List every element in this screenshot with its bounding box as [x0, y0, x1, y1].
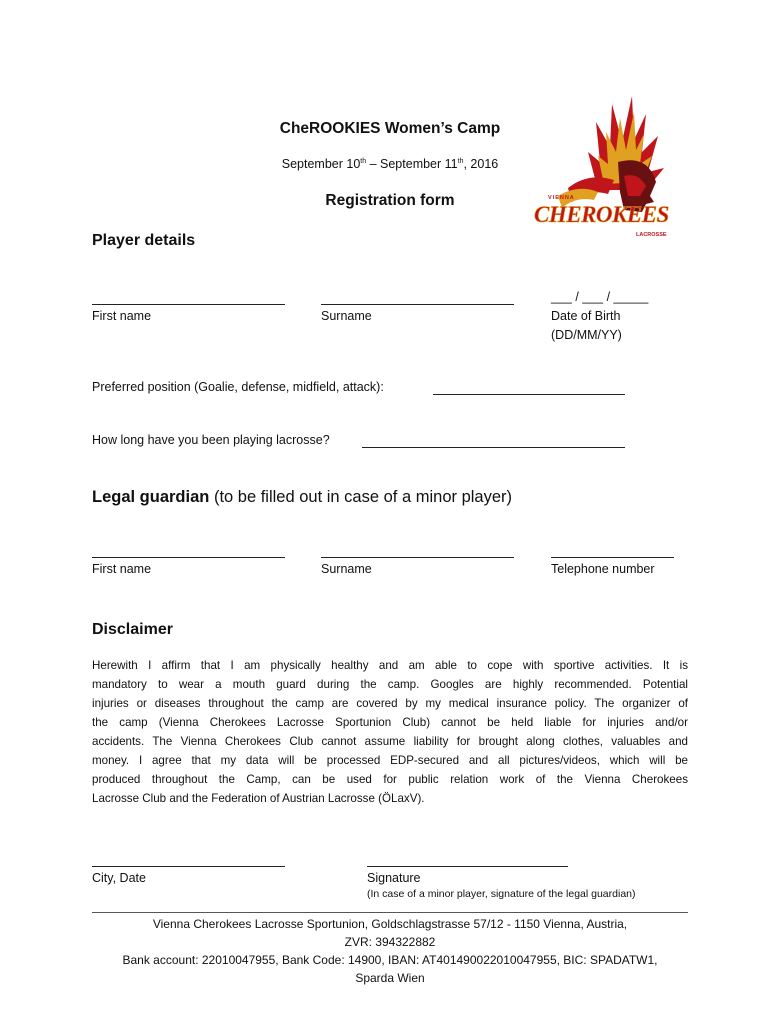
- experience-field[interactable]: [362, 447, 625, 448]
- disclaimer-line: money. I agree that my data will be processed EDP-secured and all pictures/videos, which will be: [92, 754, 688, 767]
- logo-top-text: VIENNA: [548, 195, 575, 201]
- logo-main-text: CHEROKEES: [534, 202, 669, 227]
- player-surname-label: Surname: [321, 309, 372, 323]
- guardian-phone-field[interactable]: [551, 557, 674, 558]
- guardian-surname-field[interactable]: [321, 557, 514, 558]
- camp-dates: September 10th – September 11th, 2016: [281, 157, 499, 171]
- guardian-surname-label: Surname: [321, 562, 372, 576]
- experience-label: How long have you been playing lacrosse?: [92, 433, 330, 447]
- player-dob-label: Date of Birth: [551, 309, 621, 323]
- signature-label: Signature: [367, 871, 421, 885]
- disclaimer-heading: Disclaimer: [92, 621, 173, 638]
- disclaimer-line: Lacrosse Club and the Federation of Austrian Lacrosse (ÖLaxV).: [92, 792, 425, 805]
- player-dob-format: (DD/MM/YY): [551, 328, 622, 342]
- footer-zvr: ZVR: 394322882: [344, 935, 436, 949]
- signature-field[interactable]: [367, 866, 568, 867]
- player-first-name-label: First name: [92, 309, 152, 323]
- player-surname-field[interactable]: [321, 304, 514, 305]
- disclaimer-line: mandatory to wear a mouth guard during the camp. Googles are highly recommended. Potential: [92, 678, 688, 691]
- position-field[interactable]: [433, 394, 625, 395]
- city-date-label: City, Date: [92, 871, 146, 885]
- footer-bank: Bank account: 22010047955, Bank Code: 14900, IBAN: AT401490022010047955, BIC: SPADATW1,: [122, 953, 658, 967]
- player-dob-field[interactable]: ___ / ___ / _____: [551, 290, 649, 304]
- disclaimer-line: the camp (Vienna Cherokees Lacrosse Sportunion Club) cannot be held liable for injuries and/or: [92, 716, 688, 729]
- footer-bank-name: Sparda Wien: [355, 971, 425, 985]
- guardian-first-name-field[interactable]: [92, 557, 285, 558]
- footer-divider: [92, 912, 688, 913]
- position-label: Preferred position (Goalie, defense, midfield, attack):: [92, 380, 384, 394]
- disclaimer-line: Herewith I affirm that I am physically healthy and am able to cope with sportive activities. It is: [92, 659, 688, 672]
- form-title: Registration form: [325, 192, 455, 209]
- logo-bottom-text: LACROSSE: [636, 232, 667, 238]
- city-date-field[interactable]: [92, 866, 285, 867]
- legal-guardian-heading: Legal guardian (to be filled out in case of a minor player): [92, 488, 513, 506]
- disclaimer-line: injuries or diseases throughout the camp are covered by my medical insurance policy. The organizer of: [92, 697, 688, 710]
- player-first-name-field[interactable]: [92, 304, 285, 305]
- guardian-phone-label: Telephone number: [551, 562, 655, 576]
- signature-note: (In case of a minor player, signature of the legal guardian): [367, 888, 636, 900]
- footer-address: Vienna Cherokees Lacrosse Sportunion, Goldschlagstrasse 57/12 - 1150 Vienna, Austria,: [152, 917, 628, 931]
- player-details-heading: Player details: [92, 232, 196, 249]
- vienna-cherokees-logo: [528, 92, 684, 244]
- disclaimer-line: accidents. The Vienna Cherokees Club cannot assume liability for brought along clothes, valuables and: [92, 735, 688, 748]
- disclaimer-line: produced throughout the Camp, can be used for public relation work of the Vienna Cherokees: [92, 773, 688, 786]
- footer: [92, 915, 688, 987]
- guardian-first-name-label: First name: [92, 562, 152, 576]
- camp-title: CheROOKIES Women’s Camp: [279, 120, 501, 137]
- disclaimer-text: [92, 656, 688, 808]
